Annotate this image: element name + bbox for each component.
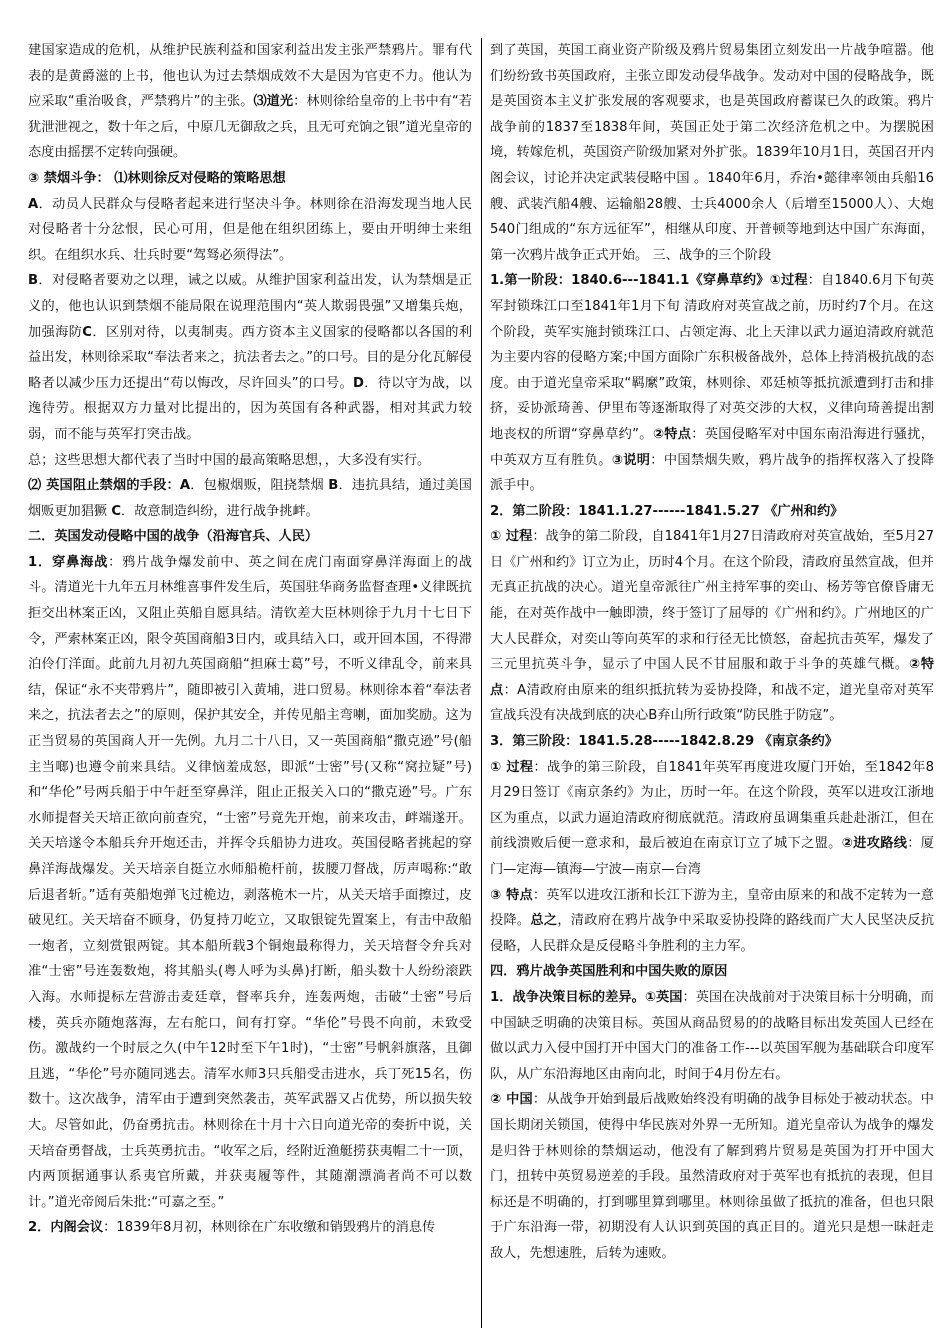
text-run: ：英军以进攻江浙和长江下游为主，皇帝由原来的和战不定转为一意投降。	[490, 887, 934, 929]
bold-text: B	[28, 273, 39, 289]
paragraph	[490, 985, 934, 1087]
bold-text: A	[28, 196, 39, 212]
paragraph	[28, 473, 472, 524]
document-page	[28, 38, 934, 1328]
paragraph	[28, 448, 472, 474]
text-run: ：战争的第二阶段，自1841年1月27日清政府对英宣战始，至5月27日《广州和约》订立为止，历时4个月。在这个阶段，清政府虽然宣战，但并无真正抗战的决心。道光皇帝派往广州主持军事的奕山、杨芳等官僚昏庸无能，在对英作战中一触即溃，终于签订了屈辱的《广州和约》。广州地区的广大人民群众，对奕山等向英军的求和行径无比愤怒，奋起抗击英军，爆发了三元里抗英斗争，显示了中国人民不甘屈服和敢于斗争的英雄气概。	[490, 529, 934, 673]
text-run: ，清政府在鸦片战争中采取妥协投降的路线而广大人民坚决反抗侵略，人民群众是反侵略斗争胜利的主力军。	[490, 913, 934, 954]
paragraph	[490, 1087, 934, 1266]
bold-text: ③ 禁烟斗争： ⑴林则徐反对侵略的策略思想	[28, 170, 286, 186]
bold-text: B	[328, 478, 339, 494]
bold-text: ⑵ 英国阻止禁烟的手段：	[28, 478, 180, 494]
paragraph	[490, 883, 934, 960]
text-run: ．违抗具结，通过美国烟贩更加猖獗	[28, 478, 472, 519]
text-run: 到了英国，英国工商业资产阶级及鸦片贸易集团立刻发出一片战争喧嚣。他们纷纷致书英国政府，主张立即发动侵华战争。发动对中国的侵略战争，既是英国资本主义扩张发展的客观要求，也是英国政府蓄谋已久的政策。鸦片战争前的1837至1838年间，英国正处于第二次经济危机之中。为摆脱困境，转嫁危机，英国资产阶级加紧对外扩张。1839年10月1日，英国召开内阁会议，讨论并决定武装侵略中国 。1840年6月，乔治•懿律率领由兵船16艘、武装汽船4艘、运输船28艘、士兵4000余人（后增至15000人）、大炮540门组成的“东方远征军”，相继从印度、开普顿等地到达中国广东海面，第一次鸦片战争正式开始。 三、战争的三个阶段	[490, 43, 934, 263]
paragraph	[490, 959, 934, 985]
bold-text: 2．第二阶段：1841.1.27------1841.5.27 《广州和约》	[490, 503, 844, 519]
paragraph	[490, 755, 934, 883]
text-run: ．包椒烟贩，阻挠禁烟	[190, 478, 329, 494]
text-run: ：自1840.6月下旬英军封锁珠江口至1841年1月下旬 清政府对英宣战之前，历时约7个月。在这个阶段，英军实施封锁珠江口、占领定海、北上天津以武力逼迫清政府就范为主要内容的侵略方案;中国方面除广东积极备战外，总体上持消极抗战的态度。由于道光皇帝采取“羁縻”政策，林则徐、邓廷桢等抵抗派遭到打击和排挤，妥协派琦善、伊里布等逐渐取得了对英交涉的大权，义律向琦善提出割地丧权的所谓“穿鼻草约”。	[490, 273, 934, 442]
paragraph	[490, 729, 934, 755]
bold-text: C	[111, 503, 122, 519]
bold-text: 3．第三阶段：1841.5.28-----1842.8.29 《南京条约》	[490, 734, 838, 750]
bold-text: ②特点	[490, 657, 934, 698]
bold-text: 二．英国发动侵略中国的战争（沿海官兵、人民）	[28, 529, 319, 545]
text-run: ：A清政府由原来的组织抵抗转为妥协投降，和战不定，道光皇帝对英军宣战兵没有决战到底的决心B弃山所行政策“防民胜于防寇”。	[490, 682, 934, 724]
bold-text: ②特点	[652, 426, 692, 442]
bold-text: ② 中国	[490, 1092, 533, 1108]
text-run: ：英国侵略军对中国东南沿海进行骚扰，中英双方互有胜负。	[490, 426, 934, 468]
paragraph	[28, 38, 472, 166]
paragraph	[28, 550, 472, 1215]
paragraph	[490, 38, 934, 268]
bold-text: ① 过程	[490, 529, 533, 545]
bold-text: ⑶道光	[253, 94, 294, 110]
bold-text: 2．内阁会议	[28, 1220, 104, 1236]
bold-text: 1.第一阶段：1840.6---1841.1《穿鼻草约》①过程	[490, 273, 808, 289]
text-run: ：中国禁烟失败，鸦片战争的指挥权落入了投降派手中。	[490, 452, 934, 494]
bold-text: ②进攻路线	[841, 836, 908, 852]
paragraph	[490, 524, 934, 729]
text-run: ．对侵略者要劝之以理，诫之以威。从维护国家利益出发，认为禁烟是正义的，他也认识到禁烟不能局限在说理范围内“英人欺弱畏强”又增集兵炮，加强海防	[28, 273, 472, 340]
bold-text: 总之	[530, 913, 558, 929]
bold-text: ③ 特点	[490, 887, 533, 903]
bold-text: ③说明	[611, 452, 651, 468]
text-run: ．待以守为战，以逸待劳。根据双方力量对比提出的，因为英国有各种武器，相对其武力较弱，而不能与英军打突击战。	[28, 375, 472, 442]
text-run: ：林则徐给皇帝的上书中有“若犹泄泄视之，数十年之后，中原几无御敌之兵，且无可充饷之银”道光皇帝的态度由摇摆不定转向强硬。	[28, 94, 472, 161]
text-run: ：厦门—定海—镇海—宁波—南京—台湾	[490, 836, 934, 877]
text-run: ：从战争开始到最后战败始终没有明确的战争目标处于被动状态。中国长期闭关锁国，使得中华民族对外界一无所知。道光皇帝认为战争的爆发是归咎于林则徐的禁烟运动，他没有了解到鸦片贸易是英国为打开中国大门，扭转中英贸易逆差的手段。虽然清政府对于英军也有抵抗的表现，但目标还是不明确的，打到哪里算到哪里。林则徐虽做了抵抗的准备，但也只限于广东沿海一带，初期没有人认识到英国的真正目的。道光只是想一昧赶走敌人，先想速胜，后转为速败。	[490, 1092, 934, 1261]
left-column	[28, 38, 472, 1328]
bold-text: C	[82, 324, 92, 340]
text-run: ：英国在决战前对于决策目标十分明确，而中国缺乏明确的决策目标。英国从商品贸易的的战略目标出发英国人已经在做以武力入侵中国打开中国大门的准备工作---以英国军舰为基础联合印度军队，从广东沿海地区由南向北，时间于4月份左右。	[490, 989, 934, 1082]
bold-text: 四．鸦片战争英国胜利和中国失败的原因	[490, 964, 728, 980]
text-run: 建国家造成的危机，从维护民族利益和国家利益出发主张严禁鸦片。罪有代表的是黄爵滋的上书，他也认为过去禁烟成效不大是因为官吏不力。他认为应采取“重治吸食，严禁鸦片”的主张。	[28, 43, 472, 110]
bold-text: 1．战争决策目标的差异。①英国	[490, 989, 683, 1005]
text-run: ：1839年8月初，林则徐在广东收缴和销毁鸦片的消息传	[103, 1220, 436, 1236]
bold-text: A	[179, 478, 191, 494]
right-column	[490, 38, 934, 1328]
paragraph	[28, 524, 472, 550]
text-run: ．动员人民群众与侵略者起来进行坚决斗争。林则徐在沿海发现当地人民对侵略者十分忿恨，民心可用，但是他在组织团练上，要由开明绅士来组织。在组织水兵、壮兵时要“驾驽必须得法”。	[28, 196, 472, 263]
paragraph	[28, 1215, 472, 1241]
text-run: ：战争的第三阶段，自1841年英军再度进攻厦门开始，至1842年8月29日签订《南京条约》为止，历时一年。在这个阶段，英军以进攻江浙地区为重点，以武力逼迫清政府彻底就范。清政府虽调集重兵赴赴浙江，但在前线溃败后便一意求和，最后被迫在南京订立了城下之盟。	[490, 759, 934, 852]
paragraph	[490, 499, 934, 525]
bold-text: 1．穿鼻海战	[28, 554, 109, 570]
paragraph	[28, 192, 472, 269]
bold-text: D	[352, 375, 364, 391]
text-run: ：鸦片战争爆发前中、英之间在虎门南面穿鼻洋海面上的战斗。清道光十九年五月林维喜事件发生后，英国驻华商务监督查理•义律既抗拒交出林案正凶，又阻止英船自愿具结。清钦差大臣林则徐于九月十七日下令，严索林案正凶，限令英国商船3日内，或具结入口，或开回本国，不得滞泊伶仃洋面。此前九月初九英国商船“担麻士葛”号，不听义律乱令，前来具结，保证“永不夹带鸦片”，随即被引入黄埔，进口贸易。林则徐本着“奉法者来之，抗法者去之”的原则，保护其安全，并传见船主弯喇，面加奖励。这为正当贸易的英国商人开一先例。九月二十八日，又一英国商船“撒克逊”号(船主当啷)也遵令前来具结。义律恼羞成怒，即派“士密”号(又称“窝拉疑”号)和“华伦”号两兵船于中午赶至穿鼻洋，阻止正报关入口的“撒克逊”号。广东水师提督关天培正欲向前查究，“士密”号竟先开炮，前来攻击，衅端遂开。关天培遂令本船兵弁开炮还击，并挥令兵船协力进攻。英国侵略者挑起的穿鼻洋海战爆发。关天培亲自挺立水师船桅杆前，拔腰刀督战，厉声喝称:“敢后退者斩。”适有英船炮弹飞过桅边，剥落桅木一片，从关天培手面擦过，皮破见红。关天培奋不顾身，仍复持刀屹立，又取银锭先置案上，有击中敌船一炮者，立刻赏银两锭。其本船所载3个铜炮最称得力，关天培督令弁兵对准“士密”号连轰数炮，将其船头(粤人呼为头鼻)打断，船头数十人纷纷滚跌入海。水师提标左营游击麦廷章，督率兵弁，连轰两炮，击破“士密”号后楼，英兵亦随炮落海，左右舵口，间有打穿。“华伦”号畏不向前，未致受伤。激战约一个时辰之久(中午12时至下午1时)，“士密”号帆斜旗落，且御且逃，“华伦”号亦随同逃去。清军水师3只兵船受击进水，兵丁死15名，伤数十。这次战争，清军由于遭到突然袭击，英军武器又占优势，所以损失较大。尽管如此，仍奋勇抗击。林则徐在十月十六日向道光帝的奏折中说，关天培奋勇督战，士兵英勇抗击。“收军之后，经附近渔艇捞获夷帽二十一顶，内两顶据通事认系夷官所戴，并获夷履等件，其随潮漂淌者尚不可以数计。”道光帝阅后朱批:“可嘉之至。”	[28, 554, 472, 1210]
text-run: 总；这些思想大都代表了当时中国的最高策略思想，，大多没有实行。	[28, 452, 431, 468]
paragraph	[28, 268, 472, 447]
bold-text: ① 过程	[490, 759, 534, 775]
text-run: ．故意制造纠纷，进行战争挑衅。	[121, 503, 319, 519]
paragraph	[490, 268, 934, 498]
paragraph	[28, 166, 472, 192]
column-divider	[481, 38, 482, 1328]
text-run: ．区别对待，以夷制夷。西方资本主义国家的侵略都以各国的利益出发，林则徐采取“奉法者来之，抗法者去之。”的口号。目的是分化瓦解侵略者以减少压力还提出“苟以悔改，尽许回头”的口号。	[28, 324, 472, 391]
